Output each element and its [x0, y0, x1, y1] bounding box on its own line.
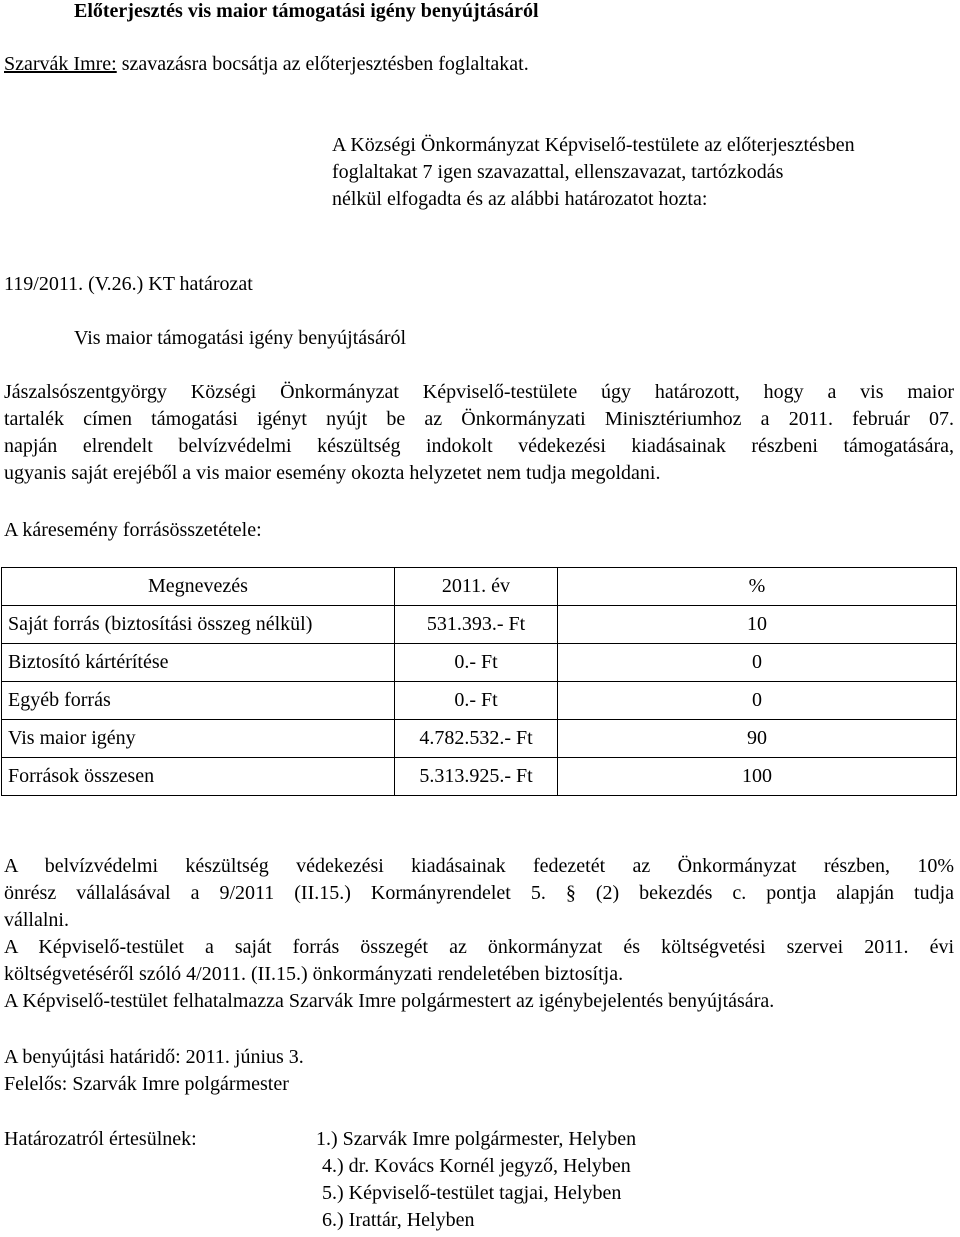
notify-item: 4.) dr. Kovács Kornél jegyző, Helyben	[322, 1155, 631, 1177]
row-percent: 0	[558, 682, 957, 720]
resolution-subject: Vis maior támogatási igény benyújtásáról	[74, 327, 407, 349]
table-row	[2, 758, 957, 796]
row-name: Saját forrás (biztosítási összeg nélkül)	[2, 606, 395, 644]
row-percent: 90	[558, 720, 957, 758]
deadline: A benyújtási határidő: 2011. június 3.	[4, 1046, 304, 1068]
row-name: Források összesen	[2, 758, 395, 796]
row-name: Egyéb forrás	[2, 682, 395, 720]
paragraph-line: A belvízvédelmi készültség védekezési kiadásainak fedezetét az Önkormányzat részben, 10%	[4, 855, 954, 877]
table-title: A káresemény forrásösszetétele:	[4, 519, 262, 541]
row-amount: 0.- Ft	[395, 682, 558, 720]
paragraph-line: Jászalsószentgyörgy Községi Önkormányzat Képviselő-testülete úgy határozott, hogy a vis maior	[4, 381, 954, 403]
paragraph-line: A Képviselő-testület felhatalmazza Szarvák Imre polgármestert az igénybejelentés benyújtására.	[4, 990, 775, 1012]
paragraph-line: tartalék címen támogatási igényt nyújt be az Önkormányzati Minisztériumhoz a 2011. február 07.	[4, 408, 954, 430]
table-row	[2, 720, 957, 758]
row-percent: 10	[558, 606, 957, 644]
paragraph-line: költségvetéséről szóló 4/2011. (II.15.) önkormányzati rendeletében biztosítja.	[4, 963, 624, 985]
decision-intro-line: A Községi Önkormányzat Képviselő-testülete az előterjesztésben	[332, 134, 855, 156]
document-title: Előterjesztés vis maior támogatási igény benyújtásáról	[74, 0, 539, 22]
resolution-number: 119/2011. (V.26.) KT határozat	[4, 273, 253, 295]
row-percent: 0	[558, 644, 957, 682]
paragraph-line: ugyanis saját erejéből a vis maior esemény okozta helyzetet nem tudja megoldani.	[4, 462, 661, 484]
funding-paragraph	[4, 853, 954, 1015]
paragraph-line: önrész vállalásával a 9/2011 (II.15.) Kormányrendelet 5. § (2) bekezdés c. pontja alapján tudja	[4, 882, 954, 904]
row-amount: 5.313.925.- Ft	[395, 758, 558, 796]
resolution-paragraph	[4, 379, 954, 487]
notify-label: Határozatról értesülnek:	[4, 1128, 197, 1150]
paragraph-line: vállalni.	[4, 909, 69, 931]
row-amount: 531.393.- Ft	[395, 606, 558, 644]
row-amount: 0.- Ft	[395, 644, 558, 682]
speaker-text: szavazásra bocsátja az előterjesztésben foglaltakat.	[116, 53, 529, 75]
table-row	[2, 682, 957, 720]
row-name: Biztosító kártérítése	[2, 644, 395, 682]
decision-intro-line: foglaltakat 7 igen szavazattal, ellenszavazat, tartózkodás	[332, 161, 784, 183]
speaker-name: Szarvák Imre:	[4, 53, 117, 75]
speaker-line	[4, 51, 529, 78]
decision-intro-line: nélkül elfogadta és az alábbi határozatot hozta:	[332, 188, 708, 210]
paragraph-line: A Képviselő-testület a saját forrás összegét az önkormányzat és költségvetési szervei 2011. évi	[4, 936, 954, 958]
notify-item: 1.) Szarvák Imre polgármester, Helyben	[316, 1128, 637, 1150]
table-row	[2, 606, 957, 644]
row-amount: 4.782.532.- Ft	[395, 720, 558, 758]
header-year: 2011. év	[395, 568, 558, 606]
funding-sources-table	[1, 567, 957, 796]
notify-item: 5.) Képviselő-testület tagjai, Helyben	[322, 1182, 622, 1204]
decision-intro	[332, 132, 957, 213]
notify-item: 6.) Irattár, Helyben	[322, 1209, 475, 1231]
header-name: Megnevezés	[2, 568, 395, 606]
header-percent: %	[558, 568, 957, 606]
table-row	[2, 644, 957, 682]
responsible: Felelős: Szarvák Imre polgármester	[4, 1073, 289, 1095]
table-header-row	[2, 568, 957, 606]
notify-list	[316, 1126, 636, 1234]
row-name: Vis maior igény	[2, 720, 395, 758]
paragraph-line: napján elrendelt belvízvédelmi készültség indokolt védekezési kiadásainak részbeni támogatására,	[4, 435, 954, 457]
row-percent: 100	[558, 758, 957, 796]
